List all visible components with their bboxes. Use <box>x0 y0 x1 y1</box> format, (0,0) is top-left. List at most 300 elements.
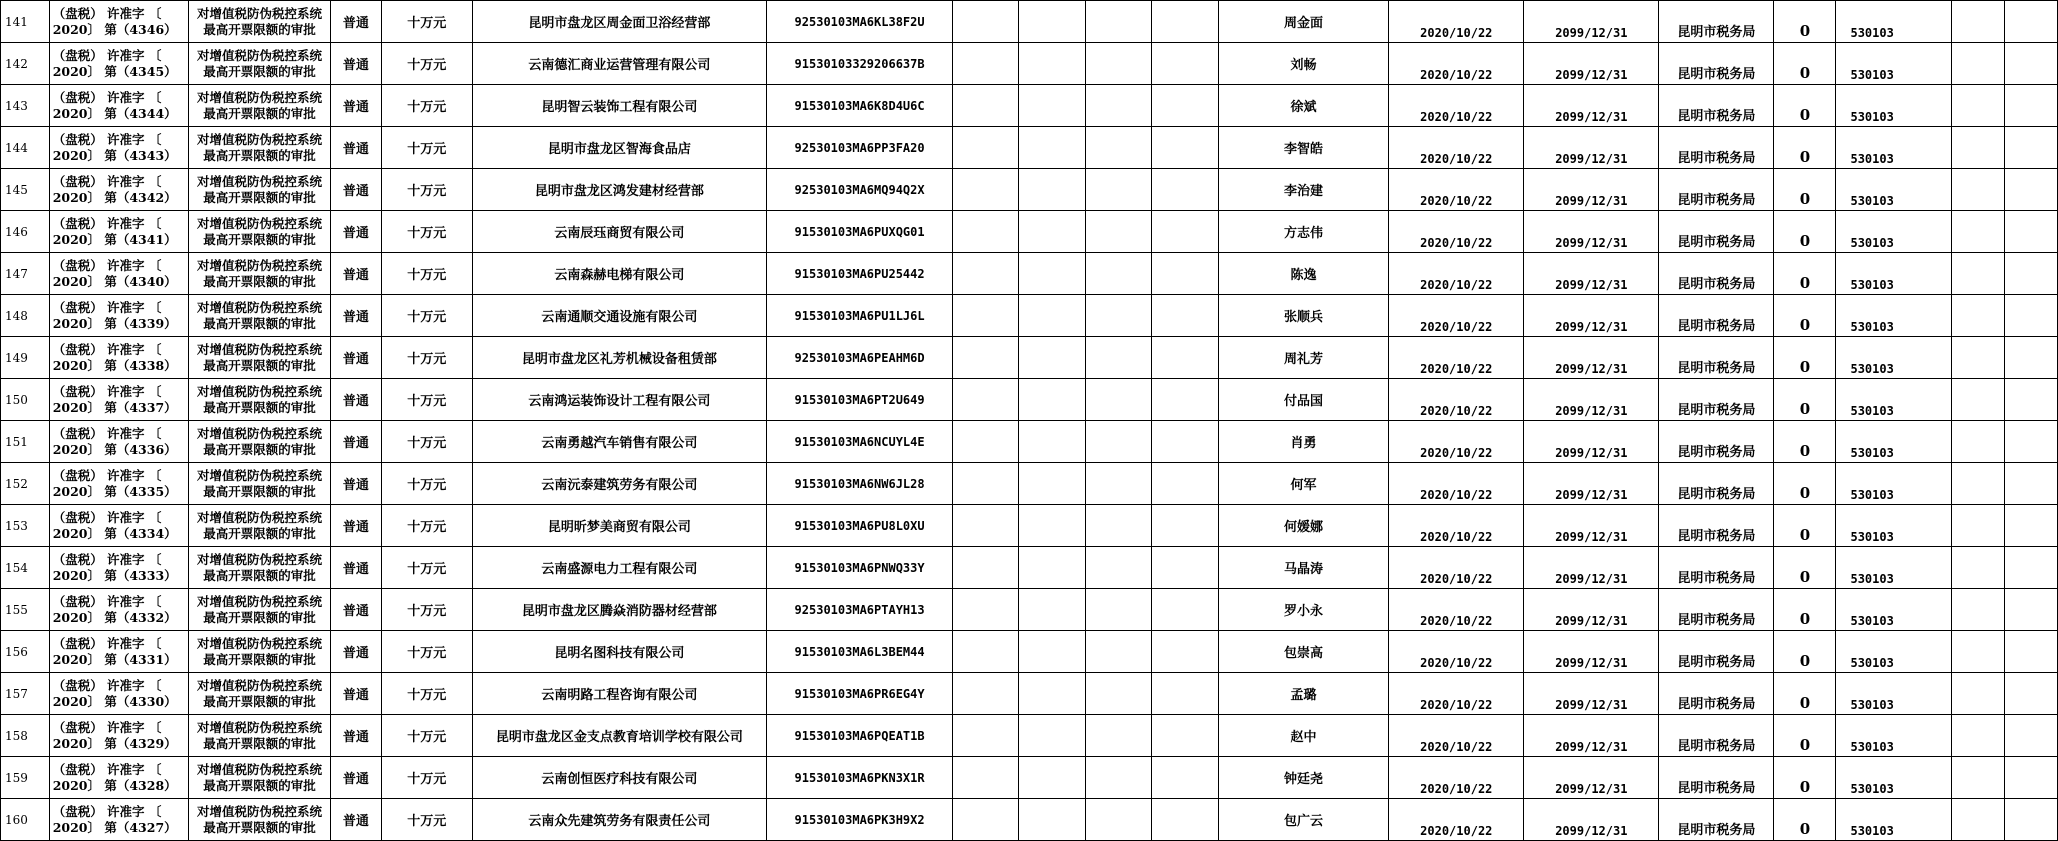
cell-item1: 对增值税防伪税控系统 <box>197 341 323 357</box>
cell-tax_id: 91530103MA6NCUYL4E <box>794 434 925 449</box>
status-flag <box>1774 757 1836 799</box>
empty-cell <box>1951 1 2004 43</box>
cell-start: 2020/10/22 <box>1420 782 1493 796</box>
cell-company: 云南众先建筑劳务有限责任公司 <box>528 814 711 829</box>
cell-flag: 0 <box>1799 148 1811 166</box>
valid-from-date <box>1389 253 1524 295</box>
valid-from-date <box>1389 337 1524 379</box>
cell-doc1: （盘税） 许准字 〔 <box>52 551 162 567</box>
approval-type <box>330 127 381 169</box>
cell-start: 2020/10/22 <box>1420 26 1493 40</box>
cell-code: 530103 <box>1850 404 1894 418</box>
cell-person: 罗小永 <box>1283 604 1323 619</box>
cell-company: 昆明市盘龙区金支点教育培训学校有限公司 <box>495 730 743 745</box>
document-number <box>49 421 188 463</box>
cell-code: 530103 <box>1850 194 1894 208</box>
table-row <box>1 127 2058 169</box>
invoice-limit <box>381 757 472 799</box>
empty-cell <box>1085 631 1151 673</box>
valid-to-date <box>1524 43 1659 85</box>
cell-company: 云南明路工程咨询有限公司 <box>541 688 698 703</box>
approval-item <box>189 169 331 211</box>
cell-flag: 0 <box>1799 22 1811 40</box>
cell-item2: 最高开票限额的审批 <box>203 567 316 583</box>
cell-doc2: 2020〕 第（4330） <box>52 693 177 709</box>
company-name <box>472 589 766 631</box>
empty-cell <box>2004 85 2057 127</box>
cell-code: 530103 <box>1850 698 1894 712</box>
row-index <box>1 85 50 127</box>
tax-id <box>767 715 953 757</box>
region-code <box>1836 631 1951 673</box>
empty-cell <box>953 505 1019 547</box>
cell-authority: 昆明市税务局 <box>1677 487 1756 502</box>
region-code <box>1836 547 1951 589</box>
tax-id <box>767 1 953 43</box>
region-code <box>1836 379 1951 421</box>
invoice-limit <box>381 379 472 421</box>
cell-company: 云南勇越汽车销售有限公司 <box>541 436 698 451</box>
empty-cell <box>953 421 1019 463</box>
cell-authority: 昆明市税务局 <box>1677 571 1756 586</box>
approval-type <box>330 799 381 841</box>
cell-start: 2020/10/22 <box>1420 68 1493 82</box>
empty-cell <box>953 757 1019 799</box>
empty-cell <box>953 463 1019 505</box>
approval-item <box>189 463 331 505</box>
empty-cell <box>1019 1 1085 43</box>
row-index <box>1 127 50 169</box>
cell-person: 李智皓 <box>1283 142 1323 157</box>
cell-person: 包广云 <box>1283 814 1323 829</box>
cell-authority: 昆明市税务局 <box>1677 445 1756 460</box>
cell-idx: 145 <box>5 182 28 197</box>
table-row <box>1 211 2058 253</box>
cell-end: 2099/12/31 <box>1555 782 1628 796</box>
valid-to-date <box>1524 463 1659 505</box>
cell-flag: 0 <box>1799 610 1811 628</box>
table-row <box>1 337 2058 379</box>
cell-flag: 0 <box>1799 694 1811 712</box>
valid-to-date <box>1524 505 1659 547</box>
row-index <box>1 673 50 715</box>
empty-cell <box>2004 589 2057 631</box>
status-flag <box>1774 85 1836 127</box>
approval-type <box>330 253 381 295</box>
cell-start: 2020/10/22 <box>1420 446 1493 460</box>
cell-doc2: 2020〕 第（4332） <box>52 609 177 625</box>
empty-cell <box>1951 631 2004 673</box>
empty-cell <box>1951 589 2004 631</box>
approval-type <box>330 673 381 715</box>
cell-doc1: （盘税） 许准字 〔 <box>52 215 162 231</box>
cell-doc1: （盘税） 许准字 〔 <box>52 467 162 483</box>
cell-type: 普通 <box>342 100 369 115</box>
empty-cell <box>1951 337 2004 379</box>
approval-item <box>189 127 331 169</box>
document-number <box>49 463 188 505</box>
issuing-authority <box>1659 337 1774 379</box>
empty-cell <box>1152 799 1218 841</box>
status-flag <box>1774 127 1836 169</box>
cell-idx: 143 <box>5 98 28 113</box>
cell-doc1: （盘税） 许准字 〔 <box>52 131 162 147</box>
row-index <box>1 505 50 547</box>
cell-item1: 对增值税防伪税控系统 <box>197 173 323 189</box>
cell-idx: 150 <box>5 392 28 407</box>
cell-person: 刘畅 <box>1290 58 1317 73</box>
cell-limit: 十万元 <box>407 16 447 31</box>
approval-item <box>189 757 331 799</box>
approval-item <box>189 547 331 589</box>
approval-type <box>330 421 381 463</box>
issuing-authority <box>1659 589 1774 631</box>
valid-from-date <box>1389 169 1524 211</box>
empty-cell <box>1152 379 1218 421</box>
cell-doc2: 2020〕 第（4335） <box>52 483 177 499</box>
invoice-limit <box>381 547 472 589</box>
region-code <box>1836 43 1951 85</box>
empty-cell <box>1951 85 2004 127</box>
cell-idx: 144 <box>5 140 28 155</box>
cell-item2: 最高开票限额的审批 <box>203 441 316 457</box>
cell-code: 530103 <box>1850 320 1894 334</box>
approval-type <box>330 505 381 547</box>
row-index <box>1 757 50 799</box>
issuing-authority <box>1659 757 1774 799</box>
empty-cell <box>1152 631 1218 673</box>
cell-item2: 最高开票限额的审批 <box>203 609 316 625</box>
cell-limit: 十万元 <box>407 646 447 661</box>
cell-type: 普通 <box>342 562 369 577</box>
invoice-limit <box>381 127 472 169</box>
table-row <box>1 169 2058 211</box>
tax-id <box>767 799 953 841</box>
region-code <box>1836 799 1951 841</box>
cell-idx: 158 <box>5 728 28 743</box>
cell-authority: 昆明市税务局 <box>1677 193 1756 208</box>
cell-type: 普通 <box>342 688 369 703</box>
cell-end: 2099/12/31 <box>1555 320 1628 334</box>
cell-company: 昆明昕梦美商贸有限公司 <box>547 520 691 535</box>
region-code <box>1836 421 1951 463</box>
empty-cell <box>1085 127 1151 169</box>
empty-cell <box>1019 631 1085 673</box>
empty-cell <box>1951 421 2004 463</box>
status-flag <box>1774 589 1836 631</box>
invoice-limit <box>381 715 472 757</box>
cell-item2: 最高开票限额的审批 <box>203 693 316 709</box>
legal-representative <box>1218 43 1388 85</box>
cell-flag: 0 <box>1799 274 1811 292</box>
table-row <box>1 631 2058 673</box>
cell-flag: 0 <box>1799 778 1811 796</box>
status-flag <box>1774 799 1836 841</box>
issuing-authority <box>1659 169 1774 211</box>
empty-cell <box>1019 379 1085 421</box>
row-index <box>1 211 50 253</box>
table-body <box>1 1 2058 841</box>
cell-type: 普通 <box>342 436 369 451</box>
table-row <box>1 253 2058 295</box>
empty-cell <box>1019 211 1085 253</box>
row-index <box>1 43 50 85</box>
valid-to-date <box>1524 421 1659 463</box>
company-name <box>472 85 766 127</box>
cell-flag: 0 <box>1799 652 1811 670</box>
document-number <box>49 43 188 85</box>
cell-start: 2020/10/22 <box>1420 320 1493 334</box>
cell-person: 付品国 <box>1283 394 1323 409</box>
approval-type <box>330 715 381 757</box>
cell-limit: 十万元 <box>407 814 447 829</box>
empty-cell <box>1019 421 1085 463</box>
empty-cell <box>1085 715 1151 757</box>
empty-cell <box>1085 43 1151 85</box>
cell-doc1: （盘税） 许准字 〔 <box>52 425 162 441</box>
empty-cell <box>1085 211 1151 253</box>
cell-tax_id: 91530103MA6PU8L0XU <box>794 518 925 533</box>
cell-item1: 对增值税防伪税控系统 <box>197 299 323 315</box>
cell-item2: 最高开票限额的审批 <box>203 63 316 79</box>
cell-idx: 147 <box>5 266 28 281</box>
cell-item2: 最高开票限额的审批 <box>203 525 316 541</box>
cell-flag: 0 <box>1799 316 1811 334</box>
cell-limit: 十万元 <box>407 604 447 619</box>
document-number <box>49 547 188 589</box>
tax-id <box>767 85 953 127</box>
cell-end: 2099/12/31 <box>1555 446 1628 460</box>
cell-company: 云南鸿运装饰设计工程有限公司 <box>528 394 711 409</box>
valid-from-date <box>1389 547 1524 589</box>
issuing-authority <box>1659 799 1774 841</box>
table-row <box>1 799 2058 841</box>
issuing-authority <box>1659 43 1774 85</box>
issuing-authority <box>1659 295 1774 337</box>
region-code <box>1836 127 1951 169</box>
cell-idx: 151 <box>5 434 28 449</box>
table-row <box>1 715 2058 757</box>
cell-end: 2099/12/31 <box>1555 488 1628 502</box>
cell-end: 2099/12/31 <box>1555 404 1628 418</box>
cell-limit: 十万元 <box>407 436 447 451</box>
empty-cell <box>953 253 1019 295</box>
invoice-limit <box>381 421 472 463</box>
company-name <box>472 43 766 85</box>
cell-authority: 昆明市税务局 <box>1677 277 1756 292</box>
empty-cell <box>1951 253 2004 295</box>
invoice-limit <box>381 799 472 841</box>
approval-type <box>330 211 381 253</box>
cell-code: 530103 <box>1850 824 1894 838</box>
cell-limit: 十万元 <box>407 268 447 283</box>
approval-item <box>189 631 331 673</box>
cell-doc1: （盘税） 许准字 〔 <box>52 341 162 357</box>
table-row <box>1 505 2058 547</box>
cell-flag: 0 <box>1799 736 1811 754</box>
cell-authority: 昆明市税务局 <box>1677 697 1756 712</box>
approval-item <box>189 337 331 379</box>
cell-person: 马晶涛 <box>1283 562 1323 577</box>
cell-limit: 十万元 <box>407 226 447 241</box>
approval-type <box>330 463 381 505</box>
legal-representative <box>1218 505 1388 547</box>
cell-doc2: 2020〕 第（4340） <box>52 273 177 289</box>
cell-person: 何军 <box>1290 478 1317 493</box>
company-name <box>472 169 766 211</box>
cell-type: 普通 <box>342 646 369 661</box>
empty-cell <box>1152 589 1218 631</box>
invoice-limit <box>381 589 472 631</box>
cell-end: 2099/12/31 <box>1555 362 1628 376</box>
cell-code: 530103 <box>1850 740 1894 754</box>
cell-doc2: 2020〕 第（4327） <box>52 819 177 835</box>
cell-end: 2099/12/31 <box>1555 740 1628 754</box>
cell-code: 530103 <box>1850 362 1894 376</box>
document-number <box>49 169 188 211</box>
cell-tax_id: 91530103MA6NW6JL28 <box>794 476 925 491</box>
approval-type <box>330 757 381 799</box>
valid-to-date <box>1524 715 1659 757</box>
cell-doc2: 2020〕 第（4328） <box>52 777 177 793</box>
cell-start: 2020/10/22 <box>1420 698 1493 712</box>
cell-doc2: 2020〕 第（4343） <box>52 147 177 163</box>
cell-code: 530103 <box>1850 152 1894 166</box>
cell-flag: 0 <box>1799 568 1811 586</box>
empty-cell <box>953 673 1019 715</box>
document-number <box>49 799 188 841</box>
tax-id <box>767 505 953 547</box>
cell-start: 2020/10/22 <box>1420 236 1493 250</box>
approval-item <box>189 43 331 85</box>
status-flag <box>1774 547 1836 589</box>
tax-id <box>767 673 953 715</box>
cell-type: 普通 <box>342 730 369 745</box>
cell-authority: 昆明市税务局 <box>1677 151 1756 166</box>
document-number <box>49 379 188 421</box>
row-index <box>1 421 50 463</box>
cell-tax_id: 92530103MA6PP3FA20 <box>794 140 925 155</box>
cell-start: 2020/10/22 <box>1420 572 1493 586</box>
cell-type: 普通 <box>342 268 369 283</box>
empty-cell <box>1085 799 1151 841</box>
empty-cell <box>1019 295 1085 337</box>
cell-code: 530103 <box>1850 614 1894 628</box>
issuing-authority <box>1659 85 1774 127</box>
cell-type: 普通 <box>342 142 369 157</box>
invoice-limit <box>381 295 472 337</box>
cell-person: 钟廷尧 <box>1283 772 1323 787</box>
region-code <box>1836 1 1951 43</box>
valid-from-date <box>1389 463 1524 505</box>
approval-type <box>330 295 381 337</box>
document-number <box>49 85 188 127</box>
valid-to-date <box>1524 337 1659 379</box>
issuing-authority <box>1659 505 1774 547</box>
cell-tax_id: 92530103MA6KL38F2U <box>794 14 925 29</box>
company-name <box>472 211 766 253</box>
cell-end: 2099/12/31 <box>1555 824 1628 838</box>
cell-idx: 160 <box>5 812 28 827</box>
document-number <box>49 715 188 757</box>
approval-item <box>189 379 331 421</box>
cell-type: 普通 <box>342 478 369 493</box>
cell-company: 昆明市盘龙区周金面卫浴经营部 <box>528 16 711 31</box>
cell-item1: 对增值税防伪税控系统 <box>197 719 323 735</box>
empty-cell <box>1019 505 1085 547</box>
table-row <box>1 757 2058 799</box>
cell-type: 普通 <box>342 394 369 409</box>
tax-id <box>767 337 953 379</box>
empty-cell <box>953 1 1019 43</box>
cell-item1: 对增值税防伪税控系统 <box>197 635 323 651</box>
empty-cell <box>1085 295 1151 337</box>
cell-item2: 最高开票限额的审批 <box>203 21 316 37</box>
approval-item <box>189 799 331 841</box>
status-flag <box>1774 673 1836 715</box>
row-index <box>1 1 50 43</box>
empty-cell <box>1152 547 1218 589</box>
empty-cell <box>953 43 1019 85</box>
cell-doc1: （盘税） 许准字 〔 <box>52 509 162 525</box>
cell-item2: 最高开票限额的审批 <box>203 819 316 835</box>
cell-person: 包崇高 <box>1283 646 1323 661</box>
empty-cell <box>1085 589 1151 631</box>
document-number <box>49 127 188 169</box>
empty-cell <box>953 127 1019 169</box>
cell-doc1: （盘税） 许准字 〔 <box>52 89 162 105</box>
valid-to-date <box>1524 253 1659 295</box>
cell-flag: 0 <box>1799 190 1811 208</box>
cell-person: 何媛娜 <box>1283 520 1323 535</box>
empty-cell <box>1951 757 2004 799</box>
cell-end: 2099/12/31 <box>1555 530 1628 544</box>
cell-item1: 对增值税防伪税控系统 <box>197 761 323 777</box>
empty-cell <box>1085 169 1151 211</box>
valid-to-date <box>1524 169 1659 211</box>
tax-id <box>767 589 953 631</box>
status-flag <box>1774 295 1836 337</box>
cell-item2: 最高开票限额的审批 <box>203 315 316 331</box>
invoice-limit <box>381 253 472 295</box>
legal-representative <box>1218 463 1388 505</box>
row-index <box>1 715 50 757</box>
valid-to-date <box>1524 757 1659 799</box>
cell-doc2: 2020〕 第（4338） <box>52 357 177 373</box>
approval-type <box>330 43 381 85</box>
region-code <box>1836 505 1951 547</box>
empty-cell <box>1951 799 2004 841</box>
cell-idx: 152 <box>5 476 28 491</box>
cell-doc1: （盘税） 许准字 〔 <box>52 593 162 609</box>
empty-cell <box>1152 169 1218 211</box>
approval-item <box>189 253 331 295</box>
empty-cell <box>1152 505 1218 547</box>
empty-cell <box>1085 85 1151 127</box>
tax-id <box>767 295 953 337</box>
empty-cell <box>953 85 1019 127</box>
approval-item <box>189 295 331 337</box>
valid-to-date <box>1524 799 1659 841</box>
cell-tax_id: 91530103MA6PU1LJ6L <box>794 308 925 323</box>
empty-cell <box>1951 295 2004 337</box>
empty-cell <box>1951 463 2004 505</box>
tax-id <box>767 463 953 505</box>
cell-start: 2020/10/22 <box>1420 530 1493 544</box>
empty-cell <box>1085 421 1151 463</box>
cell-type: 普通 <box>342 520 369 535</box>
document-number <box>49 673 188 715</box>
